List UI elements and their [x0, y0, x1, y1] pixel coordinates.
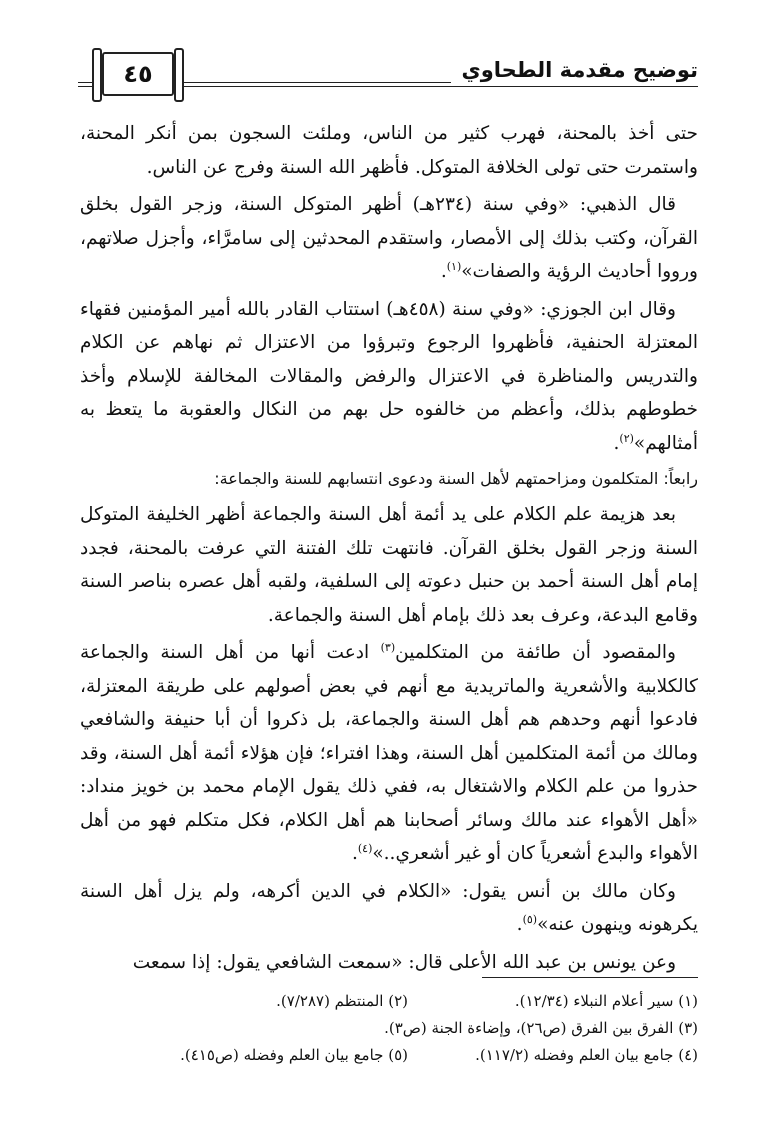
footnote-row	[80, 988, 698, 1015]
section-heading: رابعاً: المتكلمون ومزاحمتهم لأهل السنة ودعوى انتسابهم للسنة والجماعة:	[214, 469, 698, 488]
paragraph: بعد هزيمة علم الكلام على يد أئمة أهل السنة والجماعة أظهر الخليفة المتوكل السنة وزجر القول بخلق القرآن. فانتهت تلك الفتنة التي عرفت بالمحنة، فجدد إمام أهل السنة أحمد بن حنبل دعوته إلى السلفية، ولقبه أهل عصره بناصر السنة وقامع البدعة، وعرف بعد ذلك بإمام أهل السنة والجماعة.	[80, 504, 698, 626]
footnote: (١) سير أعلام النبلاء (١٢/٣٤).	[514, 992, 698, 1010]
running-title: توضيح مقدمة الطحاوي	[451, 56, 698, 84]
page-header	[78, 52, 698, 98]
paragraph: وقال ابن الجوزي: «وفي سنة (٤٥٨هـ) استتاب القادر بالله أمير المؤمنين فقهاء المعتزلة الحنفية، فأظهروا الرجوع وتبرؤوا من الاعتزال ثم نهاهم عن الكلام والتدريس والمناظرة في الاعتزال والرفض والمقالات المخالفة للإسلام وأخذ خطوطهم بذلك، وأعظم من خالفوه حل بهم من النكال والعقوبة ما يتعظ به أمثالهم»$^{(٢)}$.	[80, 298, 698, 454]
footnote-marker[interactable]: (٥)	[522, 912, 538, 926]
paragraph: وعن يونس بن عبد الله الأعلى قال: «سمعت الشافعي يقول: إذا سمعت	[132, 951, 676, 973]
footnote-row	[80, 1042, 698, 1069]
footnote-marker[interactable]: (٢)	[619, 431, 634, 445]
footnote-marker[interactable]: (٣)	[380, 640, 396, 654]
paragraph: حتى أخذ بالمحنة، فهرب كثير من الناس، وملئت السجون بمن أنكر المحنة، واستمرت حتى تولى الخلافة المتوكل. فأظهر الله السنة وفرج عن الناس.	[80, 123, 698, 178]
paragraph: قال الذهبي: «وفي سنة (٢٣٤هـ) أظهر المتوكل السنة، وزجر القول بخلق القرآن، وكتب بذلك إلى الأمصار، واستقدم المحدثين إلى سامرَّاء، وأجزل صلاتهم، ورووا أحاديث الرؤية والصفات»$^{(١)}$.	[80, 194, 698, 282]
footnote-separator	[482, 977, 698, 978]
footnotes	[80, 988, 698, 1069]
footnote: (٤) جامع بيان العلم وفضله (١١٧/٢).	[475, 1046, 698, 1064]
footnote-row	[80, 1015, 698, 1042]
paragraph: وكان مالك بن أنس يقول: «الكلام في الدين أكرهه، ولم يزل أهل السنة يكرهونه وينهون عنه»$^{(٥)}$.	[80, 880, 698, 935]
footnote-marker[interactable]: (٤)	[357, 841, 373, 855]
footnote-marker[interactable]: (١)	[446, 259, 462, 273]
page-body	[80, 117, 698, 983]
footnote: (٢) المنتظم (٧/٢٨٧).	[276, 992, 408, 1010]
footnote: (٥) جامع بيان العلم وفضله (ص٤١٥).	[180, 1046, 408, 1064]
paragraph: والمقصود أن طائفة من المتكلمين$^{(٣)}$ ادعت أنها من أهل السنة والجماعة كالكلابية والأشعرية والماتريدية مع أنهم في بعض أصولهم على طريقة المعتزلة، فادعوا أنهم وحدهم هم أهل السنة والجماعة، بل ذكروا أن أبا حنيفة والشافعي ومالك من أئمة المتكلمين أهل السنة، وهذا افتراء؛ فإن هؤلاء أئمة أهل السنة، وقد حذروا من علم الكلام والاشتغال به، ففي ذلك يقول الإمام محمد بن خويز منداد: «أهل الأهواء عند مالك وسائر أصحابنا هم أهل الكلام، فكل متكلم فهو من أهل الأهواء والبدع أشعرياً كان أو غير أشعري..»$^{(٤)}$.	[80, 640, 698, 864]
footnote: (٣) الفرق بين الفرق (ص٢٦)، وإضاءة الجنة (ص٣).	[384, 1019, 698, 1037]
page-number: ٤٥	[102, 52, 174, 96]
